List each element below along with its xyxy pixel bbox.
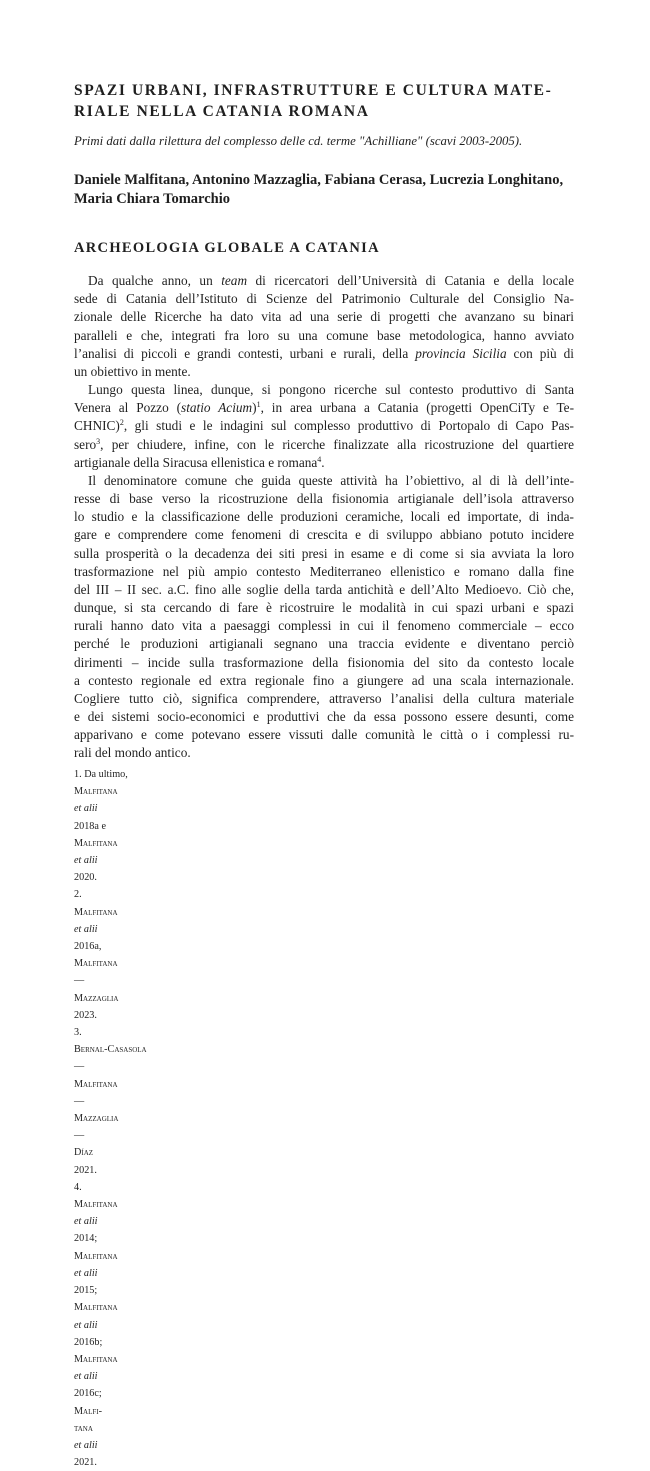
footnote-3: 3. Bernal-Casasola — Malfitana — Mazzaglia — Díaz 2021. — [74, 1027, 147, 1176]
footnote-ref[interactable]: 2 — [119, 418, 124, 428]
body-line: gare e comprendere come fenomeni di crescita e di sviluppo abbiano potuto incidere — [74, 527, 574, 543]
footnote-ref[interactable]: 3 — [96, 436, 101, 446]
author-line: Daniele Malfitana, Antonino Mazzaglia, Fabiana Cerasa, Lucrezia Longhitano, — [74, 172, 564, 188]
body-line: dirimenti – incide sulla trasformazione della fisionomia del sito da contesto locale — [74, 654, 574, 670]
article-title — [74, 80, 574, 122]
body-line: apparivano e come potevano essere vissuti dalle comunità le città o i complessi ru- — [74, 727, 574, 743]
section-heading: ARCHEOLOGIA GLOBALE A CATANIA — [74, 240, 380, 256]
body-line: trasformazione nel più ampio contesto Mediterraneo ellenistico e romano dalla fine — [74, 563, 574, 579]
body-line: rali del mondo antico. — [74, 745, 191, 761]
body-line: del III – II sec. a.C. fino alle soglie della tarda antichità e dell’Alto Medioevo. Ciò che, — [74, 581, 574, 597]
body-line: zionale delle Ricerche ha dato vita ad una serie di progetti che avanzano su binari — [74, 309, 574, 325]
body-line: lo studio e la classificazione delle produzioni ceramiche, locali ed importate, di inda- — [74, 509, 574, 525]
article-title-line: RIALE NELLA CATANIA ROMANA — [74, 103, 370, 120]
body-line: sero$^3$, per chiudere, infine, con le ricerche finalizzate alla ricostruzione del quartiere — [74, 436, 574, 452]
footnote-1: 1. Da ultimo, Malfitana et alii 2018a e Malfitana et alii 2020. — [74, 769, 128, 884]
body-line: resse di base verso la ricostruzione della fisionomia artigianale dell’isola attraverso — [74, 491, 574, 507]
body-line: rurali hanno dato vita a paesaggi complessi in cui il fenomeno commerciale – ecco — [74, 618, 574, 634]
footnote-4: 4. Malfitana et alii 2014; Malfitana et alii 2015; Malfitana et alii 2016b; Malfitana et alii 2016c; Malfi- — [74, 1181, 118, 1417]
article-subtitle: Primi dati dalla rilettura del complesso delle cd. terme "Achilliane" (scavi 2003-2005). — [74, 134, 523, 148]
body-line: e dei sistemi socio-economici e produttivi che da essa possono essere desunti, come — [74, 709, 574, 725]
footnotes — [74, 766, 574, 1471]
body-line: perché le produzioni artigianali segnano una traccia evidente e diventano perciò — [74, 636, 574, 652]
footnote-ref[interactable]: 1 — [256, 400, 261, 410]
body-line: sede di Catania dell’Istituto di Scienze del Patrimonio Culturale del Consiglio Na- — [74, 291, 574, 307]
author-list — [74, 171, 574, 209]
footnote-4-cont: tana et alii 2021. — [74, 1422, 98, 1469]
author-line: Maria Chiara Tomarchio — [74, 191, 231, 207]
body-line: un obiettivo in mente. — [74, 363, 191, 379]
body-line: Lungo questa linea, dunque, si pongono ricerche sul contesto produttivo di Santa — [88, 382, 574, 398]
body-line: a contesto regionale ed extra regionale fino a giungere ad una scala internazionale. — [74, 672, 574, 688]
body-line: dunque, si sta cercando di fare è ricostruire le modalità in cui spazi urbani e spazi — [74, 600, 574, 616]
body-line: Cogliere tutto ciò, significa comprendere, attraverso l’analisi della cultura materiale — [74, 690, 574, 706]
body-line: CHNIC)$^2$, gli studi e le indagini sul complesso produttivo di Portopalo di Capo Pas- — [74, 418, 574, 434]
footnote-ref[interactable]: 4 — [317, 454, 322, 464]
body-text — [74, 272, 574, 763]
body-line: paralleli e che, integrati fra loro su una comune base metodologica, hanno avviato — [74, 327, 574, 343]
article-title-line: SPAZI URBANI, INFRASTRUTTURE E CULTURA MATE- — [74, 82, 553, 99]
body-line: Venera al Pozzo (statio Acium)$^1$, in area urbana a Catania (progetti OpenCiTy e Te- — [74, 400, 575, 416]
body-line: artigianale della Siracusa ellenistica e romana$^4$. — [74, 454, 325, 470]
body-line: l’analisi di piccoli e grandi contesti, urbani e rurali, della provincia Sicilia con più di — [74, 345, 574, 361]
body-line: sulla prosperità o la decadenza dei siti presi in esame e di come si sia avviata la loro — [74, 545, 574, 561]
body-line: Da qualche anno, un team di ricercatori dell’Università di Catania e della locale — [88, 273, 574, 288]
body-line: Il denominatore comune che guida queste attività ha l’obiettivo, al di là dell’inte- — [88, 472, 574, 488]
footnote-2: 2. Malfitana et alii 2016a, Malfitana — Mazzaglia 2023. — [74, 889, 119, 1021]
